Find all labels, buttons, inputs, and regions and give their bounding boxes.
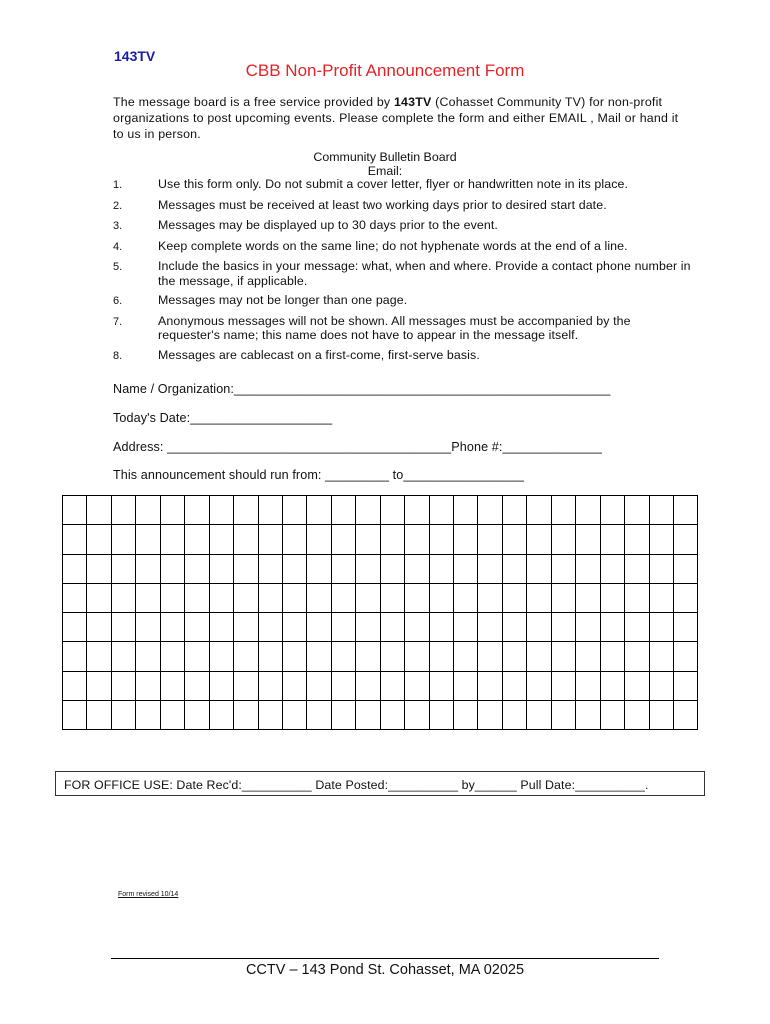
name-organization-field[interactable]: Name / Organization:_____________________________________________________ [113, 382, 611, 396]
grid-cell[interactable] [649, 642, 673, 671]
grid-cell[interactable] [600, 701, 624, 730]
grid-cell[interactable] [429, 701, 453, 730]
rule-item [113, 348, 693, 364]
grid-cell[interactable] [136, 671, 160, 700]
grid-cell[interactable] [258, 525, 282, 554]
grid-cell[interactable] [185, 701, 209, 730]
grid-cell[interactable] [209, 701, 233, 730]
grid-cell[interactable] [307, 642, 331, 671]
grid-cell[interactable] [63, 701, 87, 730]
grid-cell[interactable] [527, 554, 551, 583]
rule-item [113, 259, 693, 288]
grid-cell[interactable] [258, 642, 282, 671]
grid-cell[interactable] [600, 642, 624, 671]
grid-cell[interactable] [87, 583, 111, 612]
grid-cell[interactable] [673, 496, 697, 525]
grid-cell[interactable] [673, 583, 697, 612]
grid-cell[interactable] [234, 496, 258, 525]
grid-cell[interactable] [429, 496, 453, 525]
footer-divider [111, 958, 659, 959]
rule-number: 6. [113, 295, 123, 307]
grid-cell[interactable] [551, 525, 575, 554]
grid-cell[interactable] [63, 496, 87, 525]
grid-cell[interactable] [136, 613, 160, 642]
grid-cell[interactable] [600, 525, 624, 554]
grid-cell[interactable] [380, 525, 404, 554]
grid-cell[interactable] [380, 496, 404, 525]
grid-cell[interactable] [307, 554, 331, 583]
grid-cell[interactable] [502, 642, 526, 671]
grid-cell[interactable] [136, 525, 160, 554]
rule-number: 7. [113, 315, 123, 328]
grid-cell[interactable] [160, 583, 184, 612]
grid-cell[interactable] [454, 642, 478, 671]
grid-cell[interactable] [576, 642, 600, 671]
logo-143tv: 143TV [114, 48, 156, 64]
rule-text: Include the basics in your message: what, when and where. Provide a contact phone number in the message, if applicable. [158, 259, 691, 288]
grid-cell[interactable] [551, 613, 575, 642]
grid-cell[interactable] [185, 583, 209, 612]
grid-cell[interactable] [551, 554, 575, 583]
grid-cell[interactable] [282, 613, 306, 642]
grid-cell[interactable] [160, 496, 184, 525]
rule-number: 1. [113, 179, 123, 191]
grid-cell[interactable] [136, 554, 160, 583]
grid-cell[interactable] [454, 583, 478, 612]
grid-cell[interactable] [282, 642, 306, 671]
rule-text: Messages may be displayed up to 30 days prior to the event. [158, 218, 498, 232]
grid-cell[interactable] [234, 613, 258, 642]
intro-text-end: (Cohasset Community TV) for non-profit organizations to post upcoming events. Please complete the form and either EMAIL , Mail or hand it to us in person. [113, 95, 679, 141]
grid-cell[interactable] [209, 554, 233, 583]
grid-cell[interactable] [625, 671, 649, 700]
grid-cell[interactable] [625, 496, 649, 525]
grid-cell[interactable] [185, 613, 209, 642]
grid-cell[interactable] [282, 554, 306, 583]
grid-cell[interactable] [454, 613, 478, 642]
grid-cell[interactable] [307, 671, 331, 700]
grid-cell[interactable] [331, 642, 355, 671]
rule-text: Messages are cablecast on a first-come, first-serve basis. [158, 347, 480, 362]
grid-cell[interactable] [282, 583, 306, 612]
grid-cell[interactable] [258, 701, 282, 730]
grid-cell[interactable] [209, 496, 233, 525]
grid-cell[interactable] [405, 613, 429, 642]
grid-cell[interactable] [380, 583, 404, 612]
grid-cell[interactable] [87, 554, 111, 583]
grid-cell[interactable] [258, 613, 282, 642]
grid-cell[interactable] [63, 671, 87, 700]
grid-cell[interactable] [551, 671, 575, 700]
grid-cell[interactable] [649, 525, 673, 554]
grid-cell[interactable] [111, 701, 135, 730]
grid-cell[interactable] [527, 642, 551, 671]
grid-cell[interactable] [527, 613, 551, 642]
grid-cell[interactable] [185, 671, 209, 700]
grid-cell[interactable] [502, 701, 526, 730]
grid-cell[interactable] [63, 613, 87, 642]
grid-cell[interactable] [209, 671, 233, 700]
intro-text-start: The message board is a free service provided by [113, 95, 394, 109]
rule-text: Messages may not be longer than one page. [158, 293, 408, 307]
grid-cell[interactable] [307, 496, 331, 525]
grid-cell[interactable] [454, 525, 478, 554]
rule-text: Keep complete words on the same line; do not hyphenate words at the end of a line. [158, 238, 628, 253]
grid-cell[interactable] [478, 525, 502, 554]
grid-cell[interactable] [331, 554, 355, 583]
grid-cell[interactable] [649, 613, 673, 642]
rule-item [113, 314, 693, 343]
grid-cell[interactable] [282, 525, 306, 554]
grid-cell[interactable] [111, 554, 135, 583]
grid-cell[interactable] [551, 701, 575, 730]
cbb-heading [0, 150, 770, 178]
grid-cell[interactable] [331, 525, 355, 554]
grid-cell[interactable] [160, 701, 184, 730]
grid-cell[interactable] [136, 701, 160, 730]
grid-row [63, 496, 698, 525]
rule-number: 8. [113, 349, 123, 362]
grid-cell[interactable] [600, 583, 624, 612]
grid-cell[interactable] [478, 701, 502, 730]
grid-cell[interactable] [527, 583, 551, 612]
rule-item [113, 218, 693, 234]
grid-cell[interactable] [600, 613, 624, 642]
grid-cell[interactable] [356, 554, 380, 583]
grid-cell[interactable] [258, 496, 282, 525]
intro-bold-143tv: 143TV [393, 95, 432, 109]
intro-paragraph [113, 94, 688, 142]
grid-cell[interactable] [111, 613, 135, 642]
grid-cell[interactable] [209, 583, 233, 612]
grid-cell[interactable] [527, 525, 551, 554]
grid-cell[interactable] [87, 613, 111, 642]
grid-cell[interactable] [649, 671, 673, 700]
grid-cell[interactable] [282, 496, 306, 525]
grid-cell[interactable] [429, 554, 453, 583]
grid-cell[interactable] [625, 554, 649, 583]
grid-cell[interactable] [405, 701, 429, 730]
grid-cell[interactable] [87, 525, 111, 554]
grid-cell[interactable] [331, 613, 355, 642]
rule-item [113, 198, 693, 214]
grid-cell[interactable] [625, 525, 649, 554]
grid-cell[interactable] [502, 671, 526, 700]
grid-cell[interactable] [405, 554, 429, 583]
grid-cell[interactable] [380, 613, 404, 642]
grid-cell[interactable] [527, 671, 551, 700]
grid-cell[interactable] [551, 583, 575, 612]
grid-cell[interactable] [649, 496, 673, 525]
grid-cell[interactable] [478, 642, 502, 671]
grid-cell[interactable] [625, 701, 649, 730]
grid-cell[interactable] [673, 701, 697, 730]
grid-cell[interactable] [160, 525, 184, 554]
grid-cell[interactable] [502, 583, 526, 612]
grid-cell[interactable] [478, 554, 502, 583]
grid-cell[interactable] [576, 583, 600, 612]
grid-cell[interactable] [234, 701, 258, 730]
grid-cell[interactable] [454, 496, 478, 525]
grid-row [63, 671, 698, 700]
grid-cell[interactable] [649, 554, 673, 583]
grid-cell[interactable] [258, 671, 282, 700]
rule-item [113, 239, 693, 255]
grid-cell[interactable] [527, 701, 551, 730]
grid-cell[interactable] [478, 613, 502, 642]
grid-cell[interactable] [356, 613, 380, 642]
grid-cell[interactable] [356, 496, 380, 525]
grid-cell[interactable] [111, 583, 135, 612]
grid-cell[interactable] [185, 496, 209, 525]
cbb-title: Community Bulletin Board [313, 150, 457, 164]
grid-cell[interactable] [502, 496, 526, 525]
form-revised-note: Form revised 10/14 [118, 891, 179, 898]
grid-cell[interactable] [282, 701, 306, 730]
grid-cell[interactable] [282, 671, 306, 700]
grid-cell[interactable] [258, 583, 282, 612]
grid-cell[interactable] [234, 671, 258, 700]
grid-cell[interactable] [234, 583, 258, 612]
grid-cell[interactable] [160, 554, 184, 583]
grid-cell[interactable] [576, 554, 600, 583]
grid-cell[interactable] [111, 642, 135, 671]
grid-cell[interactable] [429, 525, 453, 554]
grid-cell[interactable] [600, 671, 624, 700]
rule-text: Messages must be received at least two working days prior to desired start date. [158, 197, 607, 212]
rule-item [113, 177, 693, 193]
grid-row [63, 613, 698, 642]
grid-cell[interactable] [111, 496, 135, 525]
grid-cell[interactable] [429, 671, 453, 700]
grid-cell[interactable] [673, 613, 697, 642]
grid-cell[interactable] [331, 671, 355, 700]
grid-cell[interactable] [87, 701, 111, 730]
grid-cell[interactable] [63, 642, 87, 671]
grid-cell[interactable] [576, 525, 600, 554]
grid-cell[interactable] [405, 496, 429, 525]
rule-number: 4. [113, 240, 123, 253]
grid-cell[interactable] [673, 671, 697, 700]
grid-row [63, 701, 698, 730]
grid-cell[interactable] [307, 583, 331, 612]
grid-cell[interactable] [429, 613, 453, 642]
grid-row [63, 554, 698, 583]
grid-cell[interactable] [63, 583, 87, 612]
cbb-email-label: Email: [367, 164, 403, 178]
grid-row [63, 642, 698, 671]
grid-cell[interactable] [576, 671, 600, 700]
office-use-box: FOR OFFICE USE: Date Rec'd:__________ Date Posted:__________ by______ Pull Date:__________. [55, 771, 705, 796]
grid-cell[interactable] [160, 613, 184, 642]
rules-list [113, 177, 693, 368]
grid-cell[interactable] [209, 525, 233, 554]
grid-cell[interactable] [551, 496, 575, 525]
grid-cell[interactable] [234, 642, 258, 671]
rule-number: 2. [113, 199, 123, 212]
grid-cell[interactable] [380, 701, 404, 730]
grid-cell[interactable] [478, 496, 502, 525]
grid-cell[interactable] [234, 554, 258, 583]
grid-cell[interactable] [209, 642, 233, 671]
grid-cell[interactable] [185, 525, 209, 554]
footer-address: CCTV – 143 Pond St. Cohasset, MA 02025 [245, 962, 525, 978]
message-grid[interactable] [62, 495, 698, 730]
rule-text: Use this form only. Do not submit a cover letter, flyer or handwritten note in its place. [158, 177, 629, 191]
grid-cell[interactable] [63, 525, 87, 554]
address-phone-field[interactable]: Address: ________________________________________Phone #:______________ [113, 440, 602, 454]
grid-cell[interactable] [576, 613, 600, 642]
rule-text: Anonymous messages will not be shown. All messages must be accompanied by the requester's name; this name does not have to appear in the message itself. [158, 313, 631, 342]
grid-cell[interactable] [454, 671, 478, 700]
grid-cell[interactable] [87, 671, 111, 700]
grid-cell[interactable] [136, 583, 160, 612]
grid-cell[interactable] [502, 525, 526, 554]
grid-cell[interactable] [673, 642, 697, 671]
grid-cell[interactable] [502, 554, 526, 583]
grid-cell[interactable] [331, 583, 355, 612]
grid-cell[interactable] [356, 583, 380, 612]
grid-cell[interactable] [600, 554, 624, 583]
todays-date-field[interactable]: Today's Date:____________________ [113, 411, 333, 425]
grid-cell[interactable] [136, 642, 160, 671]
grid-cell[interactable] [576, 496, 600, 525]
grid-cell[interactable] [649, 701, 673, 730]
grid-cell[interactable] [111, 671, 135, 700]
grid-cell[interactable] [625, 642, 649, 671]
grid-cell[interactable] [209, 613, 233, 642]
grid-cell[interactable] [331, 701, 355, 730]
grid-cell[interactable] [185, 642, 209, 671]
grid-cell[interactable] [600, 496, 624, 525]
form-title: CBB Non-Profit Announcement Form [245, 61, 525, 80]
grid-row [63, 525, 698, 554]
grid-cell[interactable] [307, 701, 331, 730]
grid-cell[interactable] [454, 701, 478, 730]
grid-cell[interactable] [63, 554, 87, 583]
grid-cell[interactable] [160, 642, 184, 671]
grid-cell[interactable] [356, 701, 380, 730]
grid-cell[interactable] [478, 583, 502, 612]
grid-cell[interactable] [454, 554, 478, 583]
grid-cell[interactable] [478, 671, 502, 700]
grid-cell[interactable] [356, 642, 380, 671]
grid-cell[interactable] [405, 671, 429, 700]
grid-cell[interactable] [307, 613, 331, 642]
grid-cell[interactable] [380, 671, 404, 700]
grid-cell[interactable] [551, 642, 575, 671]
grid-cell[interactable] [258, 554, 282, 583]
grid-cell[interactable] [331, 496, 355, 525]
grid-cell[interactable] [136, 496, 160, 525]
grid-cell[interactable] [380, 554, 404, 583]
run-dates-field[interactable]: This announcement should run from: _________ to_________________ [113, 468, 525, 482]
grid-cell[interactable] [356, 525, 380, 554]
rule-number: 3. [113, 220, 123, 232]
grid-cell[interactable] [625, 613, 649, 642]
rule-number: 5. [113, 261, 123, 273]
grid-cell[interactable] [87, 642, 111, 671]
grid-cell[interactable] [160, 671, 184, 700]
grid-cell[interactable] [673, 525, 697, 554]
grid-cell[interactable] [405, 525, 429, 554]
grid-cell[interactable] [576, 701, 600, 730]
grid-cell[interactable] [185, 554, 209, 583]
grid-cell[interactable] [356, 671, 380, 700]
grid-row [63, 583, 698, 612]
grid-cell[interactable] [429, 642, 453, 671]
grid-cell[interactable] [307, 525, 331, 554]
grid-cell[interactable] [673, 554, 697, 583]
grid-cell[interactable] [502, 613, 526, 642]
grid-cell[interactable] [234, 525, 258, 554]
grid-cell[interactable] [527, 496, 551, 525]
grid-cell[interactable] [111, 525, 135, 554]
grid-cell[interactable] [405, 642, 429, 671]
grid-cell[interactable] [649, 583, 673, 612]
grid-cell[interactable] [405, 583, 429, 612]
grid-cell[interactable] [87, 496, 111, 525]
grid-cell[interactable] [380, 642, 404, 671]
rule-item [113, 293, 693, 309]
grid-cell[interactable] [429, 583, 453, 612]
grid-cell[interactable] [625, 583, 649, 612]
